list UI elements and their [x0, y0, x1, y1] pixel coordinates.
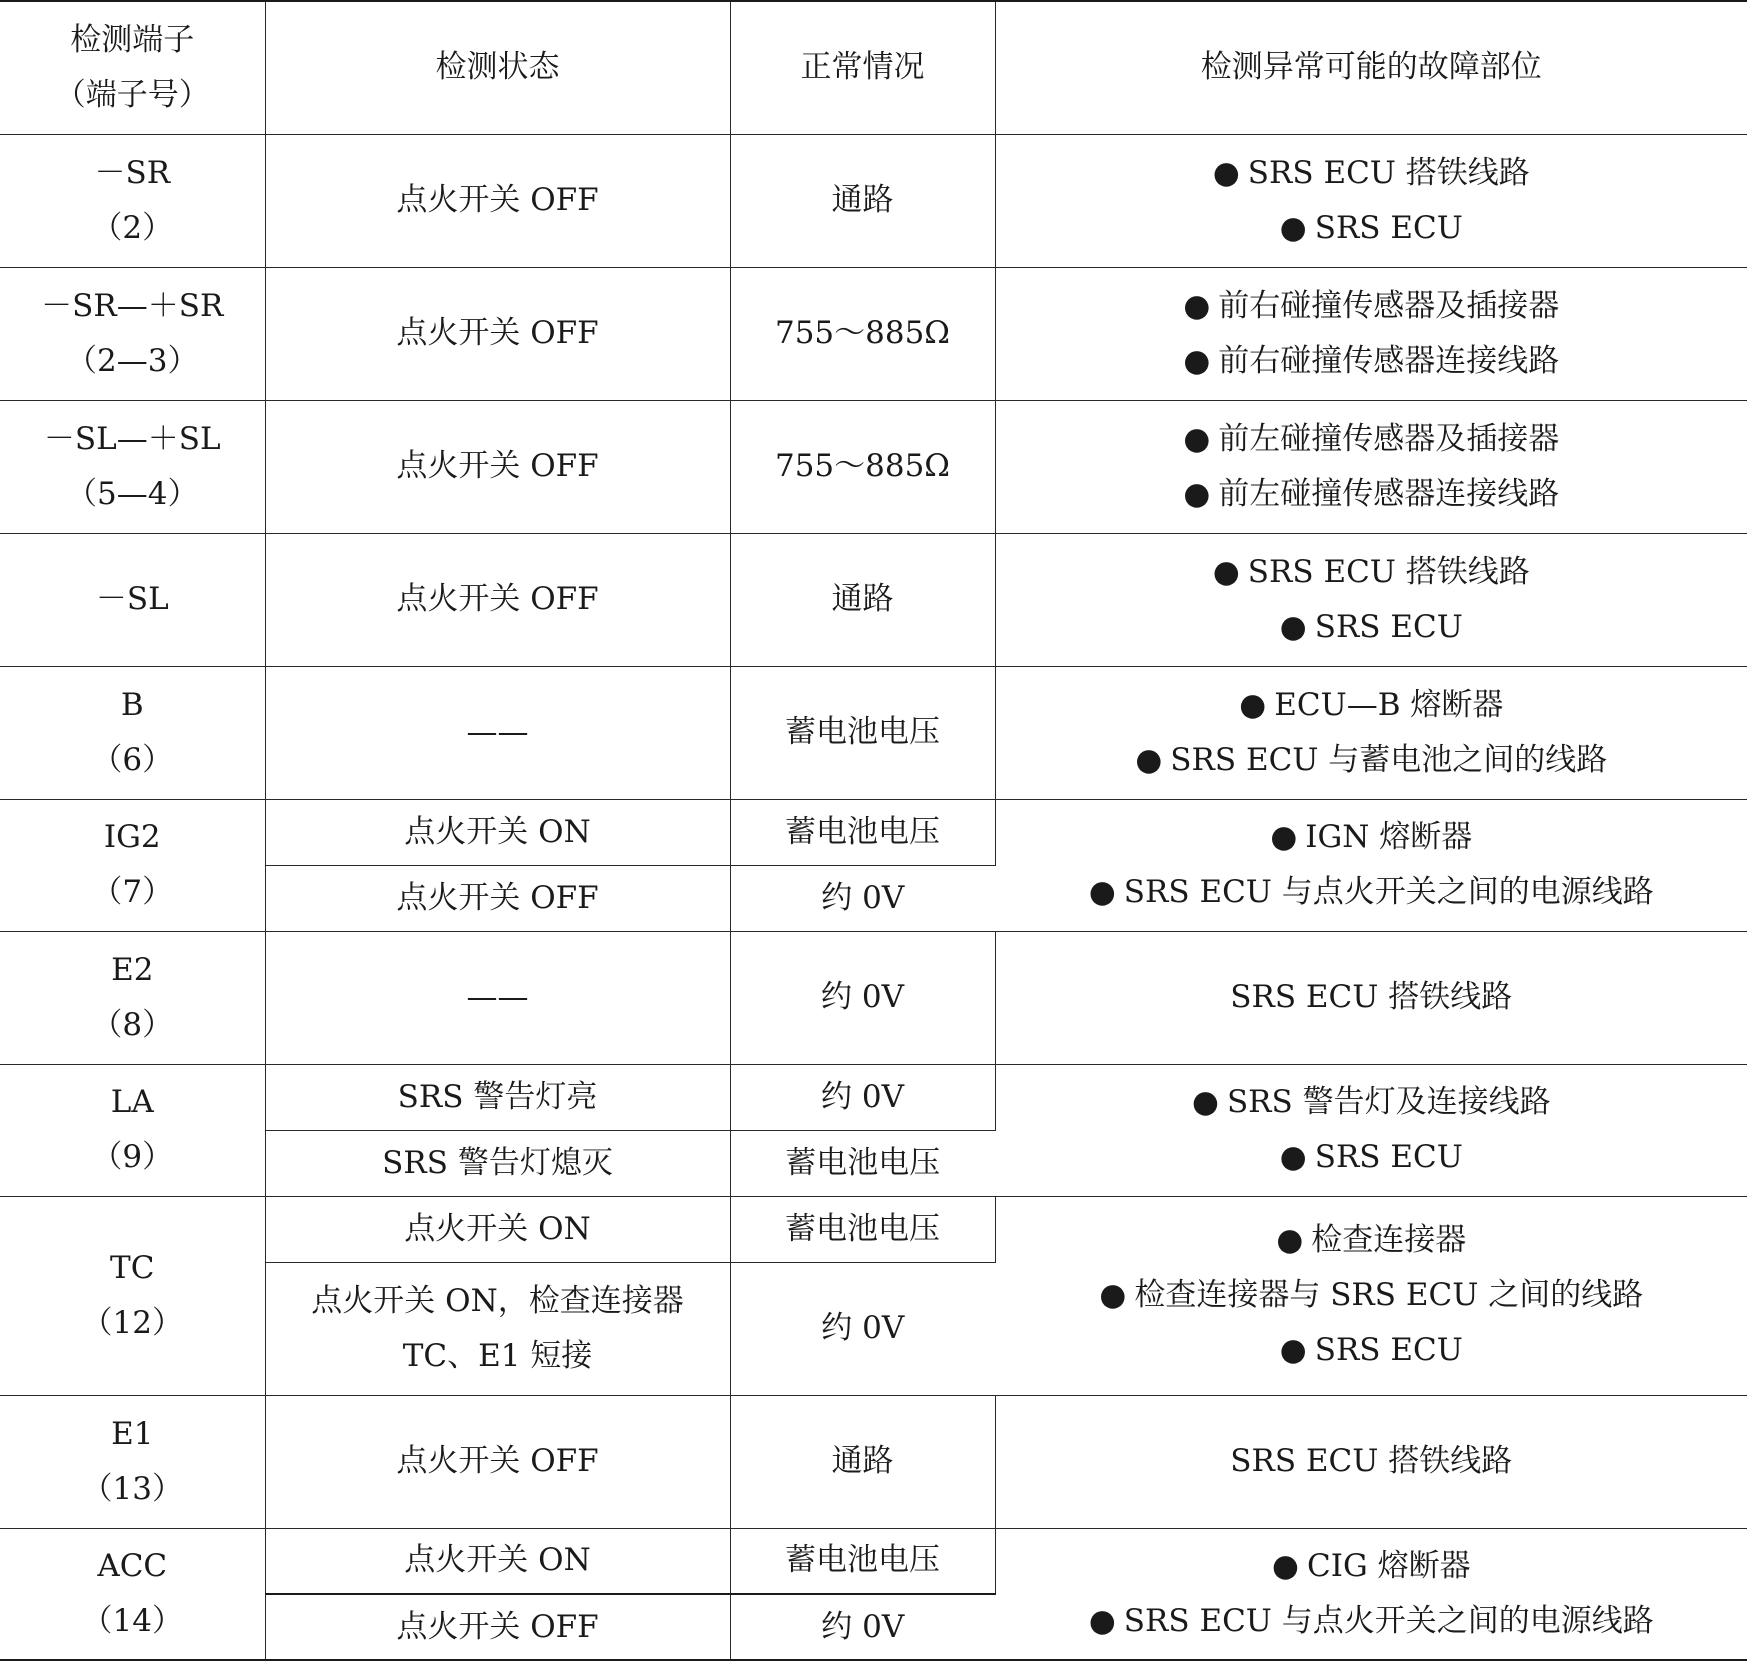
terminal-cell [0, 400, 265, 533]
cause-item [1002, 1323, 1742, 1378]
terminal-line: －SR—＋SR [41, 287, 224, 324]
cause-text: SRS ECU [1314, 1139, 1463, 1175]
cause-text: SRS ECU [1314, 608, 1463, 645]
cause-text: SRS ECU 与蓄电池之间的线路 [1170, 741, 1608, 778]
header-terminal-line-1: 检测端子 [70, 21, 195, 58]
bullet-icon: ● [1183, 420, 1211, 457]
table-row [0, 931, 1747, 1064]
normal-cell: 约 0V [730, 931, 995, 1064]
terminal-line: （2—3） [66, 342, 199, 379]
bullet-icon: ● [1279, 608, 1307, 645]
cause-item [1002, 1130, 1742, 1185]
terminal-line: －SL [95, 581, 169, 617]
terminal-line: （7） [91, 874, 174, 910]
terminal-line: （14） [81, 1602, 183, 1639]
cause-text: SRS ECU 搭铁线路 [1247, 553, 1530, 590]
terminal-cell [0, 1196, 265, 1395]
state-cell: —— [265, 931, 730, 1064]
cause-text: 前右碰撞传感器及插接器 [1218, 287, 1560, 324]
state-cell [265, 1196, 730, 1262]
terminal-cell [0, 1064, 265, 1196]
bullet-icon: ● [1183, 475, 1211, 512]
cause-text: SRS ECU 与点火开关之间的电源线路 [1123, 1602, 1654, 1639]
state-line: 点火开关 ON，检查连接器 [311, 1282, 684, 1319]
terminal-line: LA [110, 1084, 154, 1120]
terminal-line: （5—4） [66, 475, 199, 512]
table-row [0, 134, 1747, 267]
state-cell: 点火开关 ON [265, 1528, 730, 1594]
normal-cell: 蓄电池电压 [730, 666, 995, 799]
cause-text: SRS ECU 与点火开关之间的电源线路 [1123, 874, 1654, 910]
table-row [0, 400, 1747, 533]
cause-cell [995, 267, 1747, 400]
cause-cell [995, 931, 1747, 1064]
state-cell: 点火开关 OFF [265, 1594, 730, 1660]
state-cell: 点火开关 ON [265, 799, 730, 865]
state-line: TC、E1 短接 [402, 1337, 593, 1374]
cause-text: IGN 熔断器 [1305, 819, 1473, 855]
header-cause: 检测异常可能的故障部位 [995, 1, 1747, 134]
cause-text: 前右碰撞传感器连接线路 [1218, 342, 1560, 379]
normal-cell: 蓄电池电压 [730, 1196, 995, 1262]
table-row [0, 1395, 1747, 1528]
cause-item [1002, 545, 1742, 600]
cause-text: 检查连接器 [1311, 1222, 1467, 1258]
normal-cell: 约 0V [730, 1262, 995, 1395]
table-body [0, 1, 1747, 1660]
cause-text: 前左碰撞传感器及插接器 [1218, 420, 1560, 457]
normal-cell: 通路 [730, 134, 995, 267]
state-cell: 点火开关 OFF [265, 134, 730, 267]
cause-item [1002, 334, 1742, 389]
cause-item [1002, 146, 1742, 201]
bullet-icon: ● [1191, 1084, 1219, 1120]
table-row [0, 1196, 1747, 1262]
normal-cell: 755～885Ω [730, 400, 995, 533]
terminal-line: IG2 [103, 819, 161, 855]
cause-item [1002, 467, 1742, 522]
cause-cell [995, 1064, 1747, 1196]
cause-item [1002, 201, 1742, 256]
state-cell: 点火开关 OFF [265, 533, 730, 666]
bullet-icon: ● [1183, 287, 1211, 324]
terminal-line: TC [110, 1249, 155, 1286]
table-row [0, 666, 1747, 799]
terminal-line: －SR [94, 154, 171, 191]
state-cell: 点火开关 OFF [265, 1395, 730, 1528]
table-row [0, 267, 1747, 400]
terminal-line: ACC [97, 1547, 168, 1584]
terminal-line: （2） [91, 209, 174, 246]
header-terminal-line-2: （端子号） [54, 76, 210, 113]
normal-cell: 约 0V [730, 1594, 995, 1660]
cause-text: SRS ECU 搭铁线路 [1230, 979, 1513, 1015]
terminal-line: （6） [91, 741, 174, 778]
header-normal: 正常情况 [730, 1, 995, 134]
cause-cell [995, 1528, 1747, 1660]
cause-item [1002, 1075, 1742, 1130]
cause-text: SRS ECU [1314, 1332, 1463, 1368]
table-row [0, 1064, 1747, 1130]
cause-text: SRS 警告灯及连接线路 [1226, 1084, 1551, 1120]
cause-cell [995, 400, 1747, 533]
cause-text: SRS ECU 搭铁线路 [1230, 1443, 1513, 1479]
table-row [0, 799, 1747, 865]
bullet-icon: ● [1279, 1139, 1307, 1175]
cause-cell [995, 1196, 1747, 1395]
cause-item [1002, 1539, 1742, 1594]
normal-cell: 约 0V [730, 1064, 995, 1130]
cause-text: ECU—B 熔断器 [1274, 686, 1504, 723]
bullet-icon: ● [1279, 1332, 1307, 1368]
cause-text: SRS ECU 搭铁线路 [1247, 154, 1530, 191]
cause-item [1002, 412, 1742, 467]
terminal-cell [0, 799, 265, 931]
state-cell: 点火开关 OFF [265, 267, 730, 400]
cause-item [1002, 678, 1742, 733]
cause-cell [995, 134, 1747, 267]
cause-item [1002, 733, 1742, 788]
cause-cell [995, 1395, 1747, 1528]
bullet-icon: ● [1212, 553, 1240, 590]
terminal-line: （8） [91, 1006, 174, 1043]
terminal-cell [0, 1528, 265, 1660]
terminal-cell [0, 931, 265, 1064]
bullet-icon: ● [1212, 154, 1240, 191]
cause-item [1002, 1213, 1742, 1268]
state-cell [265, 1262, 730, 1395]
terminal-line: E1 [111, 1415, 154, 1452]
cause-cell [995, 533, 1747, 666]
state-cell: SRS 警告灯熄灭 [265, 1130, 730, 1196]
normal-cell: 蓄电池电压 [730, 799, 995, 865]
cause-cell [995, 799, 1747, 931]
cause-text: 前左碰撞传感器连接线路 [1218, 475, 1560, 512]
bullet-icon: ● [1276, 1222, 1304, 1258]
terminal-line: （13） [81, 1470, 183, 1507]
terminal-line: （12） [81, 1304, 183, 1341]
cause-text: SRS ECU [1314, 209, 1463, 246]
terminal-line: （9） [91, 1139, 174, 1175]
normal-cell: 通路 [730, 1395, 995, 1528]
state-cell: SRS 警告灯亮 [265, 1064, 730, 1130]
terminal-cell [0, 267, 265, 400]
cause-item [1002, 600, 1742, 655]
cause-item [1002, 279, 1742, 334]
cause-text: 检查连接器与 SRS ECU 之间的线路 [1134, 1277, 1644, 1313]
state-cell: —— [265, 666, 730, 799]
normal-cell: 蓄电池电压 [730, 1528, 995, 1594]
cause-item [1002, 810, 1742, 865]
bullet-icon: ● [1239, 686, 1267, 723]
bullet-icon: ● [1099, 1277, 1127, 1313]
state-line: 点火开关 ON [404, 1210, 591, 1247]
terminal-line: －SL—＋SL [43, 420, 221, 457]
bullet-icon: ● [1135, 741, 1163, 778]
header-state: 检测状态 [265, 1, 730, 134]
terminal-line: E2 [111, 951, 154, 988]
terminal-cell [0, 134, 265, 267]
header-terminal [0, 1, 265, 134]
header-row [0, 1, 1747, 134]
bullet-icon: ● [1271, 1547, 1299, 1584]
terminal-cell [0, 533, 265, 666]
cause-item [1002, 1594, 1742, 1649]
normal-cell: 蓄电池电压 [730, 1130, 995, 1196]
cause-item [1002, 1268, 1742, 1323]
cause-cell [995, 666, 1747, 799]
terminal-cell [0, 666, 265, 799]
bullet-icon: ● [1088, 1602, 1116, 1639]
table-row [0, 533, 1747, 666]
bullet-icon: ● [1279, 209, 1307, 246]
bullet-icon: ● [1270, 819, 1298, 855]
terminal-cell [0, 1395, 265, 1528]
table-row [0, 1528, 1747, 1594]
normal-cell: 通路 [730, 533, 995, 666]
state-cell: 点火开关 OFF [265, 865, 730, 931]
normal-cell: 约 0V [730, 865, 995, 931]
normal-cell: 755～885Ω [730, 267, 995, 400]
bullet-icon: ● [1088, 874, 1116, 910]
cause-item [1002, 865, 1742, 920]
state-cell: 点火开关 OFF [265, 400, 730, 533]
terminal-line: B [120, 686, 144, 723]
bullet-icon: ● [1183, 342, 1211, 379]
cause-text: CIG 熔断器 [1306, 1547, 1471, 1584]
